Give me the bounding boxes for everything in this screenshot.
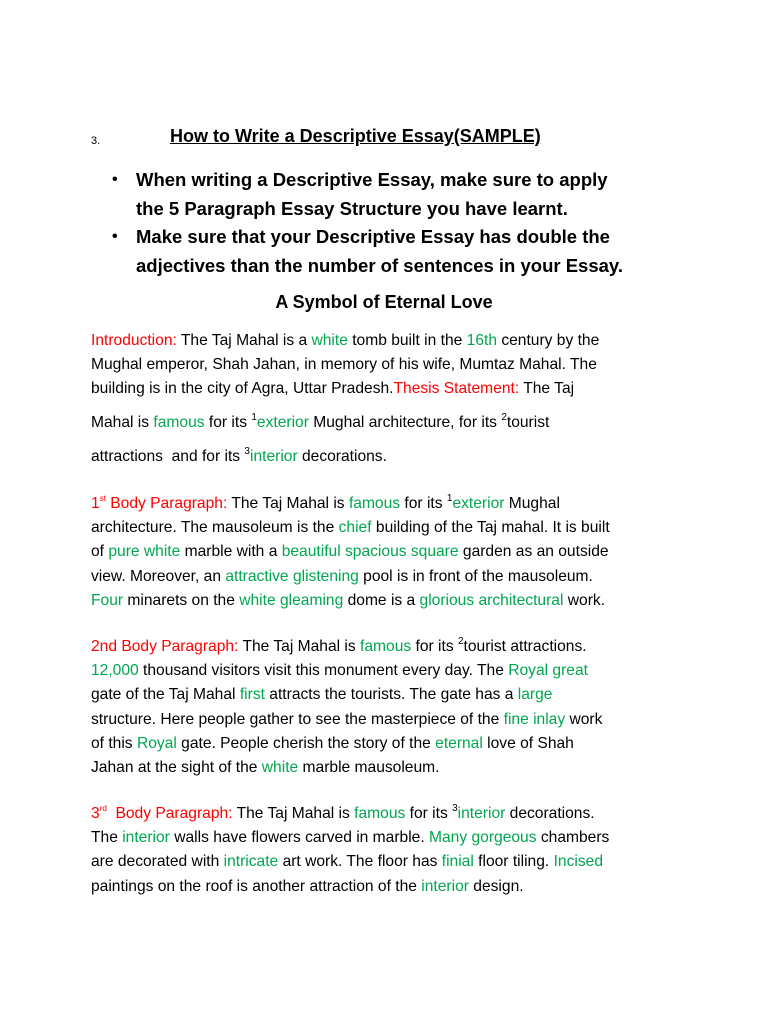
text: Mughal	[504, 495, 560, 512]
text: tourist attractions.	[463, 638, 587, 655]
bullet-icon: •	[112, 171, 118, 188]
adjective: large	[517, 686, 553, 704]
superscript: 2	[457, 636, 464, 647]
instruction-list	[110, 166, 710, 280]
text: The Taj Mahal is	[232, 805, 355, 822]
text: work.	[563, 591, 606, 609]
text: building of the Taj mahal. It is built	[371, 519, 610, 537]
text: building is in the city of Agra, Uttar Pradesh.	[91, 380, 394, 398]
superscript: st	[99, 494, 106, 503]
text: The Taj Mahal is a	[176, 332, 312, 349]
text: pool is in front of the mausoleum.	[358, 567, 593, 585]
text: work	[565, 710, 603, 728]
text: for its	[400, 495, 447, 512]
label-text: Body Paragraph:	[106, 805, 233, 822]
text: marble with a	[180, 543, 282, 561]
section-label: Thesis Statement:	[393, 380, 520, 398]
text: are decorated with	[91, 853, 224, 871]
text: Jahan at the sight of the	[91, 758, 262, 776]
label-number: 3	[91, 805, 100, 822]
text: of this	[91, 734, 137, 752]
body-paragraph-2	[91, 635, 691, 780]
text: tomb built in the	[347, 332, 467, 349]
text: decorations.	[505, 805, 595, 822]
text: decorations.	[297, 447, 387, 465]
page-title: How to Write a Descriptive Essay(SAMPLE)	[170, 126, 541, 146]
text: The Taj	[519, 380, 575, 398]
adjective: exterior	[452, 495, 505, 512]
adjective: interior	[122, 829, 170, 847]
bullet-text: Make sure that your Descriptive Essay has double the	[136, 226, 610, 247]
text: Mughal architecture, for its	[308, 413, 502, 431]
adjective: pure white	[108, 543, 181, 561]
introduction-paragraph	[91, 329, 691, 469]
text: design.	[468, 877, 524, 895]
list-item	[110, 223, 710, 280]
text: attracts the tourists. The gate has a	[264, 686, 518, 704]
adjective: 16th	[466, 332, 497, 349]
adjective: glorious architectural	[419, 591, 564, 609]
text: view. Moreover, an	[91, 567, 226, 585]
body-paragraph-1	[91, 492, 691, 613]
adjective: Many gorgeous	[429, 829, 537, 847]
text: for its	[204, 413, 252, 431]
adjective: white gleaming	[239, 591, 344, 609]
text: dome is a	[343, 591, 420, 609]
adjective: intricate	[223, 853, 279, 871]
section-label	[91, 805, 233, 822]
adjective: Royal great	[508, 662, 588, 680]
text: century by the	[497, 332, 600, 349]
superscript: 3	[244, 445, 250, 457]
text: garden as an outside	[458, 543, 609, 561]
adjective: first	[239, 686, 265, 704]
superscript: 1	[251, 411, 257, 423]
text: for its	[405, 805, 453, 822]
adjective: white	[311, 332, 348, 349]
text: The Taj Mahal is	[227, 495, 349, 512]
label-number: 1	[91, 495, 100, 512]
text: for its	[411, 638, 458, 655]
adjective: eternal	[435, 734, 483, 752]
text: love of Shah	[482, 734, 574, 752]
adjective: famous	[354, 805, 406, 822]
section-label	[91, 495, 227, 512]
adjective: fine inlay	[503, 710, 566, 728]
adjective: Incised	[553, 853, 603, 871]
text: structure. Here people gather to see the masterpiece of the	[91, 710, 504, 728]
adjective: interior	[421, 877, 469, 895]
superscript: rd	[99, 804, 107, 813]
body-paragraph-3	[91, 802, 691, 899]
adjective: famous	[360, 638, 412, 655]
bullet-text: When writing a Descriptive Essay, make sure to apply	[136, 169, 608, 190]
bullet-icon: •	[112, 228, 118, 245]
adjective: beautiful spacious square	[281, 543, 459, 561]
text: gate of the Taj Mahal	[91, 686, 240, 704]
adjective: white	[261, 758, 299, 776]
item-number: 3.	[91, 135, 101, 147]
adjective: interior	[457, 805, 506, 822]
superscript: 2	[501, 411, 507, 423]
text: thousand visitors visit this monument every day. The	[138, 662, 509, 680]
label-text: Body Paragraph:	[105, 495, 228, 512]
superscript: 1	[446, 493, 453, 504]
adjective: famous	[348, 495, 401, 512]
bullet-text: the 5 Paragraph Essay Structure you have learnt.	[136, 197, 568, 219]
text: chambers	[536, 829, 610, 847]
text: The Taj Mahal is	[238, 638, 361, 655]
text: tourist	[506, 413, 550, 431]
superscript: 3	[452, 803, 458, 814]
text: attractions and for its	[91, 447, 245, 465]
section-label: 2nd Body Paragraph:	[91, 638, 239, 655]
text: minarets on the	[123, 591, 240, 609]
text: marble mausoleum.	[298, 758, 440, 776]
adjective: interior	[249, 447, 298, 465]
adjective: famous	[153, 413, 205, 431]
text: of	[91, 543, 109, 561]
text: Mahal is	[91, 413, 154, 431]
essay-title: A Symbol of Eternal Love	[275, 292, 493, 312]
section-label: Introduction:	[91, 332, 177, 349]
adjective: exterior	[256, 413, 309, 431]
adjective: Four	[91, 591, 124, 609]
adjective: chief	[338, 519, 372, 537]
text: art work. The floor has	[278, 853, 442, 871]
text: floor tiling.	[473, 853, 554, 871]
text: architecture. The mausoleum is the	[91, 519, 339, 537]
text: The	[91, 829, 123, 847]
text: paintings on the roof is another attraction of the	[91, 877, 422, 895]
adjective: 12,000	[91, 662, 139, 680]
list-item	[110, 166, 710, 223]
text: gate. People cherish the story of the	[176, 734, 436, 752]
bullet-text: adjectives than the number of sentences in your Essay.	[136, 254, 623, 276]
adjective: attractive glistening	[225, 567, 359, 585]
adjective: finial	[441, 853, 474, 871]
text: walls have flowers carved in marble.	[169, 829, 430, 847]
adjective: Royal	[136, 734, 177, 752]
text: Mughal emperor, Shah Jahan, in memory of his wife, Mumtaz Mahal. The	[91, 356, 597, 374]
